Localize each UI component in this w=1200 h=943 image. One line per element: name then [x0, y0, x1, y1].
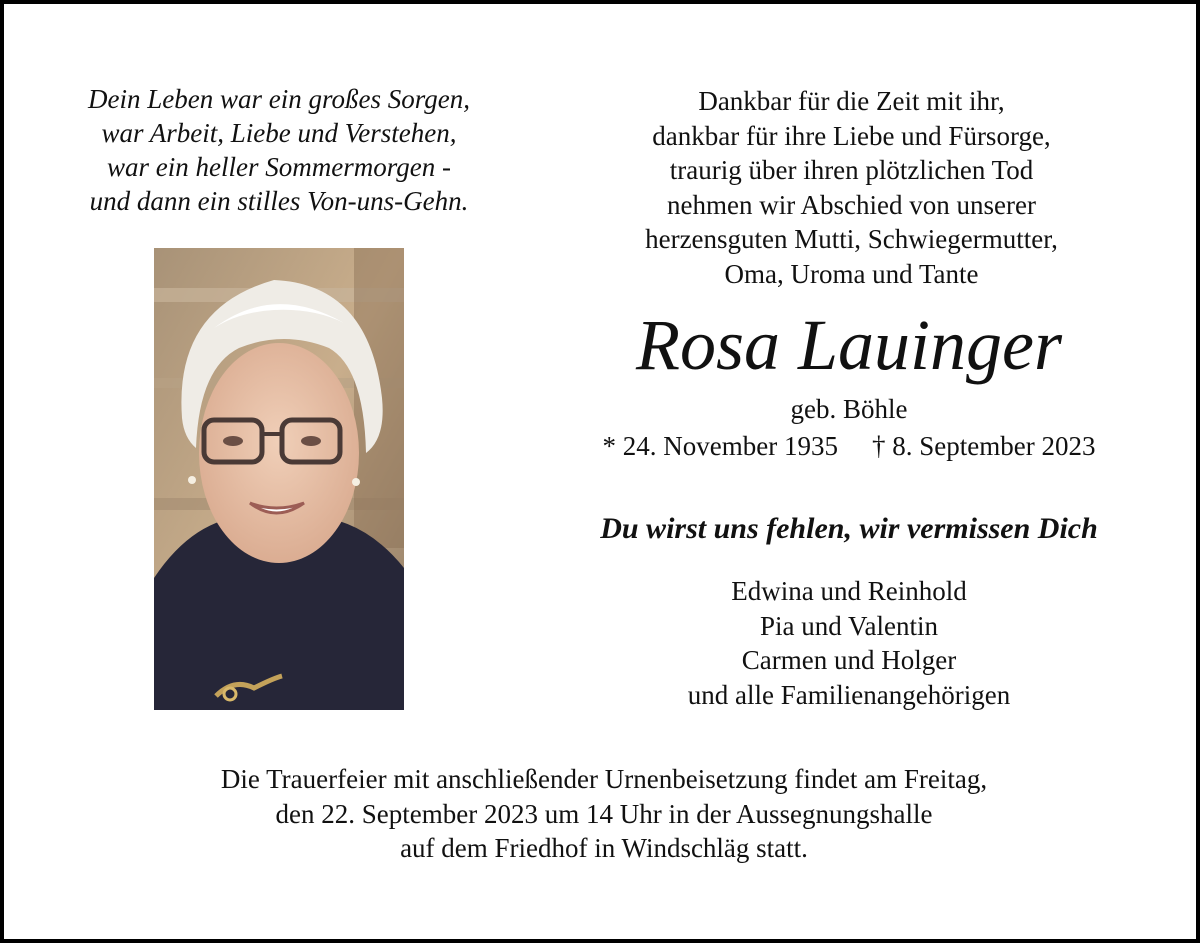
family-line: Edwina und Reinhold: [731, 576, 967, 606]
poem-line: war Arbeit, Liebe und Verstehen,: [101, 118, 457, 148]
intro-line: Dankbar für die Zeit mit ihr,: [698, 86, 1005, 116]
poem-line: und dann ein stilles Von-uns-Gehn.: [89, 186, 469, 216]
intro-line: dankbar für ihre Liebe und Fürsorge,: [652, 120, 1051, 151]
intro-line: traurig über ihren plötzlichen Tod: [669, 155, 1034, 185]
portrait-photo: [154, 248, 404, 710]
memorial-poem: [44, 82, 514, 218]
service-line: Die Trauerfeier mit anschließender Urnenbeisetzung findet am Freitag,: [220, 764, 988, 794]
family-line: Carmen und Holger: [741, 645, 957, 675]
intro-line: nehmen wir Abschied von unserer: [667, 189, 1036, 220]
family-signatures: [624, 574, 1074, 712]
life-dates: [564, 428, 1134, 464]
funeral-service-info: [64, 762, 1144, 866]
birth-date: * 24. November 1935: [602, 431, 838, 461]
poem-line: war ein heller Sommermorgen -: [107, 152, 451, 182]
intro-line: Oma, Uroma und Tante: [724, 258, 979, 289]
family-line: Pia und Valentin: [760, 610, 938, 641]
death-date: † 8. September 2023: [872, 431, 1096, 461]
birth-name: geb. Böhle: [790, 394, 908, 424]
intro-line: herzensguten Mutti, Schwiegermutter,: [645, 224, 1058, 254]
deceased-name: Rosa Lauinger: [635, 305, 1063, 385]
family-line: und alle Familienangehörigen: [687, 679, 1011, 710]
intro-text: [579, 84, 1124, 291]
service-line: auf dem Friedhof in Windschläg statt.: [400, 833, 808, 863]
poem-line: Dein Leben war ein großes Sorgen,: [88, 84, 470, 114]
motto: Du wirst uns fehlen, wir vermissen Dich: [600, 512, 1098, 545]
service-line: den 22. September 2023 um 14 Uhr in der Aussegnungshalle: [275, 798, 933, 829]
